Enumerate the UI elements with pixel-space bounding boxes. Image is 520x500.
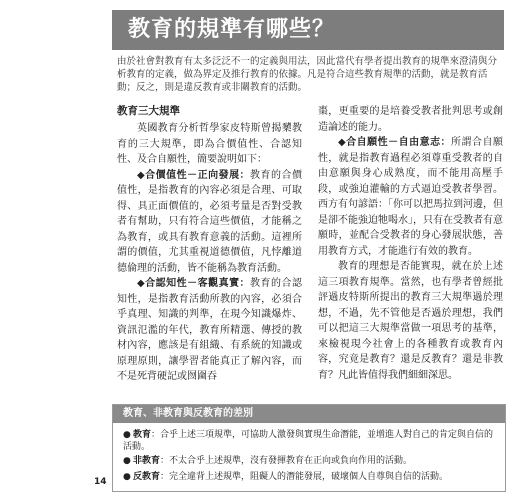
paragraph-intro: 英國教育分析哲學家皮特斯曾揭櫫教育的三大規準，即為合價值性、合認知性、及合自願性，簡要說明如下： — [117, 123, 302, 165]
bullet-icon: ● — [123, 430, 131, 440]
criterion-value-term: ◆合價值性－正向發展： — [137, 169, 251, 181]
paragraph-conclusion: 教育的理想是否能實現，就在於上述這三項教育規準。當然，也有學者曾經批評過皮特斯所提出的教育三大規準過於理想，不過，先不管他是否過於理想，我們可以把這三大規準當做一項思考的基準，來檢視現今社會上的各種教育或教育內容，究竟是教育？還是反教育？還是非教育？凡此皆值得我們細細深思。 — [318, 261, 503, 381]
bullet-icon: ● — [123, 456, 131, 466]
criterion-voluntary — [318, 135, 503, 259]
comparison-box — [112, 404, 506, 492]
criterion-cognition — [117, 276, 302, 385]
criterion-voluntary-term: ◆合自願性－自由意志： — [338, 137, 452, 148]
comparison-box-title: 教育、非教育與反教育的差別 — [123, 408, 253, 419]
criterion-value-text: 教育的合價值性，是指教育的內容必須是合理、可取得、具正面價值的，必須考量是否對受教者有幫助，只有符合這些價值，才能稱之為教育，或具有教育意義的活動。這裡所謂的價值，尤其重視道德價值，凡悖離道德倫理的活動，皆不能稱為教育活動。 — [117, 169, 302, 274]
box-item-term: 反教育 — [133, 472, 161, 482]
bullet-icon: ● — [123, 472, 131, 482]
intro-paragraph: 由於社會對教育有太多泛泛不一的定義與用法，因此當代有學者提出教育的規準來澄清與分析教育的定義，做為界定及推行教育的依據。凡是符合這些教育規準的活動，就是教育活動；反之，則是違反教育或非關教育的活動。 — [117, 56, 498, 93]
box-item-term: 教育 — [133, 430, 152, 440]
left-column — [117, 104, 302, 385]
comparison-box-header — [113, 405, 505, 423]
right-column — [318, 104, 503, 383]
box-item-text: ：完全違背上述規準，阻礙人的潛能發展，破壞個人自尊與自信的活動。 — [160, 472, 449, 482]
intro-text — [117, 55, 503, 94]
page-number: 14 — [94, 477, 107, 487]
title-banner — [112, 10, 504, 50]
box-item-term: 非教育 — [133, 456, 161, 466]
page-title: 教育的規準有哪些？ — [128, 17, 336, 42]
box-item-text: ：不太合乎上述規準，沒有發揮教育在正向或負向作用的活動。 — [160, 456, 413, 466]
criterion-voluntary-text: 所謂合自願性，就是指教育過程必須尊重受教者的自由意願與身心成熟度，而不能用高壓手段，或強迫灌輸的方式逼迫受教者學習。西方有句諺語：「你可以把馬拉到河邊，但是卻不能強迫牠喝水」，只有在受教者有意願時，並配合受教者的身心發展狀態，善用教育方式，才能進行有效的教育。 — [318, 137, 503, 257]
box-item-anti-education — [123, 471, 495, 483]
paragraph-continued: 棗，更重要的是培養受教者批判思考或創造論述的能力。 — [318, 106, 503, 133]
box-item-non-education — [123, 455, 495, 467]
criterion-value — [117, 168, 302, 277]
box-item-text: ：合乎上述三項規準，可協助人激發與實現生命潛能，並增進人對自己的肯定與自信的活動。 — [123, 430, 494, 452]
criterion-cognition-term: ◆合認知性－客觀真實： — [137, 278, 251, 289]
criterion-cognition-text: 教育的合認知性，是指教育活動所教的內容，必須合乎真理、知識的判準，在現今知識爆炸、資訊氾濫的年代，教育所精選、傳授的教材內容，應該是有組織、有系統的知識或原理原則，讓學習者能真正了解內容，而不是死背硬記或囫圇吞 — [117, 278, 302, 382]
section-heading: 教育三大規準 — [117, 105, 180, 117]
box-item-education — [123, 429, 495, 453]
